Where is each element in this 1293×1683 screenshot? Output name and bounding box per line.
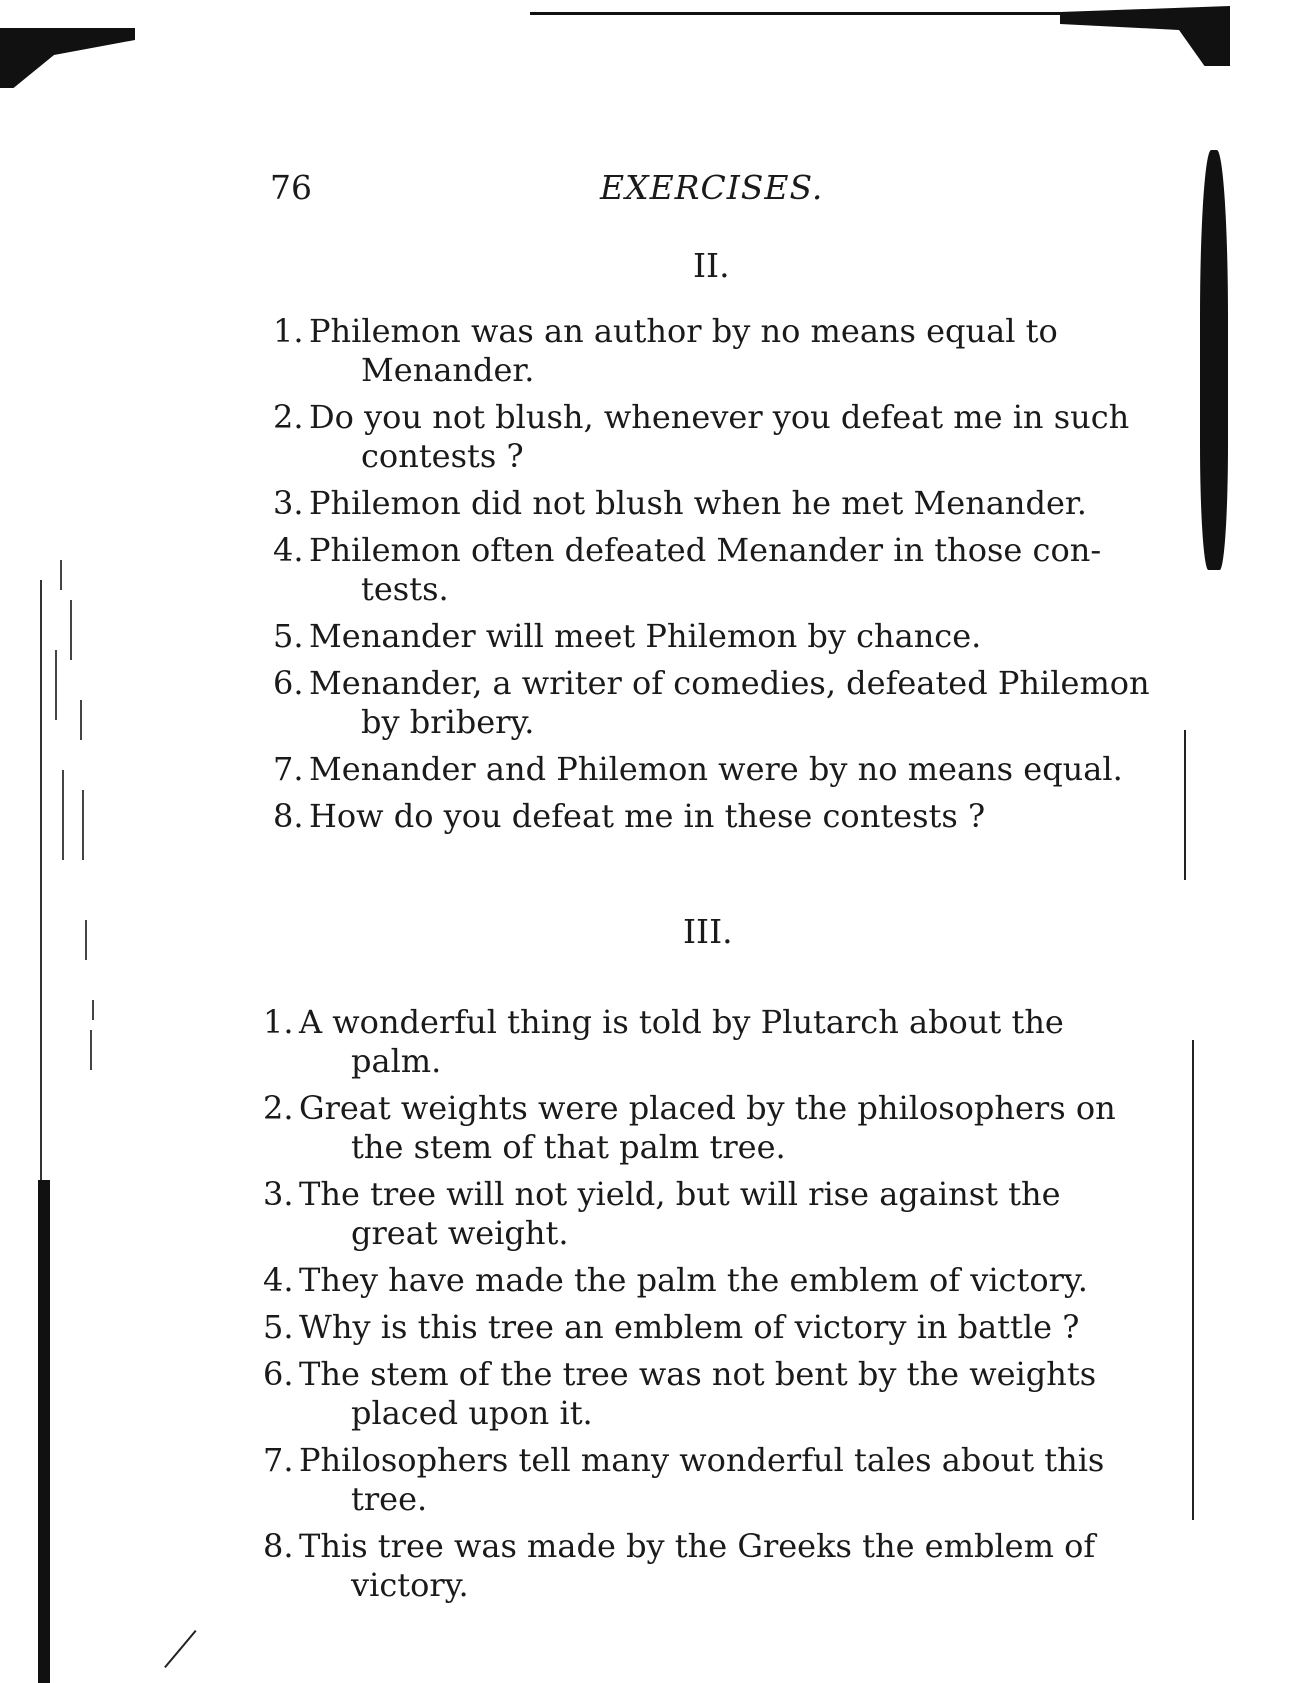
item-text: This tree was made by the Greeks the emblem of	[299, 1527, 1096, 1565]
item-number: 6.	[263, 1355, 294, 1393]
item-text: Philemon was an author by no means equal to	[309, 312, 1058, 350]
list-item	[245, 1175, 1155, 1253]
item-text-continuation: Menander.	[361, 351, 535, 389]
item-number: 5.	[263, 1308, 294, 1346]
item-text-continuation: contests ?	[361, 437, 524, 475]
item-text: They have made the palm the emblem of victory.	[299, 1261, 1088, 1299]
item-text-continuation: the stem of that palm tree.	[351, 1128, 786, 1166]
scan-speck	[80, 700, 82, 740]
item-number: 2.	[263, 1089, 294, 1127]
item-text: Philemon often defeated Menander in those con-	[309, 531, 1102, 569]
item-text-continuation: placed upon it.	[351, 1394, 593, 1432]
list-item	[245, 1355, 1155, 1433]
scan-margin-line	[1192, 1040, 1194, 1520]
item-number: 3.	[273, 484, 304, 522]
item-text: Why is this tree an emblem of victory in battle ?	[299, 1308, 1080, 1346]
item-number: 1.	[263, 1003, 294, 1041]
item-number: 8.	[263, 1527, 294, 1565]
scan-pen-mark	[164, 1630, 196, 1668]
item-text-continuation: by bribery.	[361, 703, 535, 741]
item-number: 7.	[263, 1441, 294, 1479]
exercise-list-iii	[245, 1003, 1155, 1613]
list-item	[255, 750, 1160, 789]
scan-edge-line	[530, 12, 1070, 15]
scan-corner-shadow	[1060, 6, 1230, 66]
list-item	[245, 1261, 1155, 1300]
item-number: 2.	[273, 398, 304, 436]
item-number: 8.	[273, 797, 304, 835]
list-item	[255, 312, 1160, 390]
item-text: The tree will not yield, but will rise against the	[299, 1175, 1061, 1213]
scan-speck	[70, 600, 72, 660]
item-number: 7.	[273, 750, 304, 788]
scan-speck	[85, 920, 87, 960]
item-text: Philosophers tell many wonderful tales about this	[299, 1441, 1105, 1479]
scan-speck	[60, 560, 62, 590]
scan-margin-line	[1184, 730, 1186, 880]
section-heading-ii: II.	[693, 246, 730, 285]
item-text: Menander, a writer of comedies, defeated Philemon	[309, 664, 1150, 702]
item-text-continuation: tests.	[361, 570, 449, 608]
item-text: A wonderful thing is told by Plutarch about the	[299, 1003, 1064, 1041]
item-number: 1.	[273, 312, 304, 350]
item-number: 4.	[263, 1261, 294, 1299]
exercise-list-ii	[255, 312, 1160, 844]
scan-speck	[82, 790, 84, 860]
list-item	[255, 617, 1160, 656]
scan-speck	[90, 1030, 92, 1070]
item-number: 3.	[263, 1175, 294, 1213]
list-item	[245, 1089, 1155, 1167]
list-item	[245, 1308, 1155, 1347]
list-item	[245, 1441, 1155, 1519]
item-number: 5.	[273, 617, 304, 655]
item-text: Menander and Philemon were by no means equal.	[309, 750, 1123, 788]
list-item	[245, 1527, 1155, 1605]
scan-speck	[55, 650, 57, 720]
list-item	[255, 398, 1160, 476]
list-item	[255, 664, 1160, 742]
item-text: Do you not blush, whenever you defeat me in such	[309, 398, 1130, 436]
item-text-continuation: palm.	[351, 1042, 442, 1080]
page-number: 76	[270, 168, 312, 207]
scan-left-edge-shadow	[38, 1180, 50, 1683]
item-text: Great weights were placed by the philosophers on	[299, 1089, 1116, 1127]
list-item	[255, 531, 1160, 609]
item-text: The stem of the tree was not bent by the weights	[299, 1355, 1097, 1393]
running-title: EXERCISES.	[600, 168, 824, 207]
item-text-continuation: victory.	[351, 1566, 469, 1604]
running-head	[270, 168, 1160, 212]
item-text-continuation: tree.	[351, 1480, 428, 1518]
scan-left-margin-line	[40, 580, 42, 1180]
item-text-continuation: great weight.	[351, 1214, 569, 1252]
list-item	[255, 797, 1160, 836]
scan-speck	[62, 770, 64, 860]
scan-speck	[92, 1000, 94, 1020]
section-heading-iii: III.	[683, 912, 733, 951]
item-number: 4.	[273, 531, 304, 569]
scan-corner-shadow-left	[0, 28, 135, 88]
scan-binding-shadow	[1200, 150, 1228, 570]
list-item	[245, 1003, 1155, 1081]
item-text: Menander will meet Philemon by chance.	[309, 617, 982, 655]
item-text: Philemon did not blush when he met Menander.	[309, 484, 1087, 522]
item-text: How do you defeat me in these contests ?	[309, 797, 986, 835]
list-item	[255, 484, 1160, 523]
item-number: 6.	[273, 664, 304, 702]
